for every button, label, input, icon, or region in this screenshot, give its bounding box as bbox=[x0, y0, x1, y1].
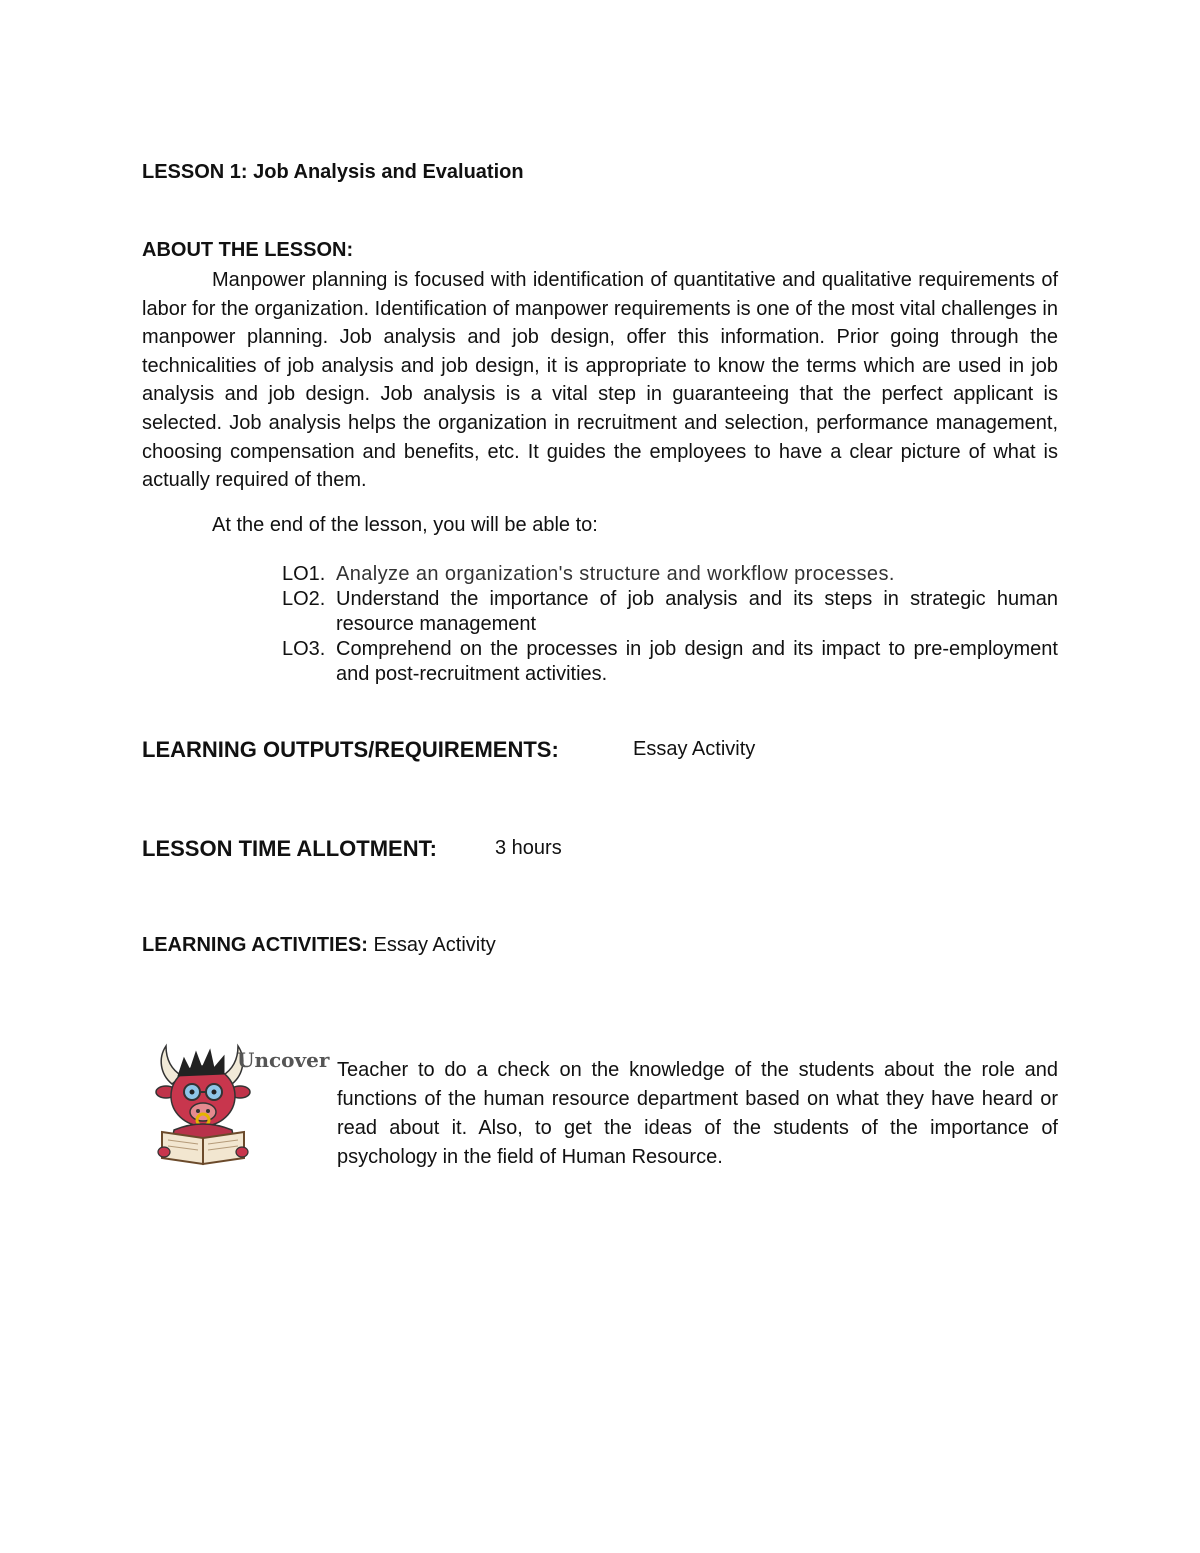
objective-item bbox=[282, 637, 1058, 687]
objectives-intro: At the end of the lesson, you will be able to: bbox=[212, 514, 598, 536]
objective-number: LO2. bbox=[282, 588, 326, 610]
objective-text: Understand the importance of job analysis and its steps in strategic human resource management bbox=[336, 588, 1058, 635]
about-paragraph: Manpower planning is focused with identification of quantitative and qualitative requirements of labor for the organization. Identification of manpower requirements is one of the most vital challenges in manpower planning. Job analysis and job design, offer this information. Prior going through the technicalities of job analysis and job design, it is appropriate to know the terms which are used in job analysis and job design. Job analysis is a vital step in guaranteeing that the perfect applicant is selected. Job analysis helps the organization in recruitment and selection, performance management, choosing compensation and benefits, etc. It guides the employees to have a clear picture of what is actually required of them. bbox=[142, 269, 1058, 492]
about-heading: ABOUT THE LESSON: bbox=[142, 239, 354, 261]
time-allotment-value: 3 hours bbox=[495, 837, 562, 859]
objective-text: Comprehend on the processes in job design and its impact to pre-employment and post-recruitment activities. bbox=[336, 638, 1058, 685]
learning-outputs-label: LEARNING OUTPUTS/REQUIREMENTS: bbox=[142, 737, 559, 762]
uncover-label: Uncover bbox=[237, 1048, 330, 1072]
uncover-text: Teacher to do a check on the knowledge of the students about the role and functions of the human resource department based on what they have heard or read about it. Also, to get the ideas of the students of the importance of psychology in the field of Human Resource. bbox=[337, 1059, 1058, 1168]
learning-activities bbox=[142, 934, 496, 957]
objective-number: LO1. bbox=[282, 563, 326, 585]
objective-item bbox=[282, 562, 1058, 587]
objectives-list bbox=[282, 562, 1058, 687]
objective-text: Analyze an organization's structure and workflow processes. bbox=[336, 563, 895, 585]
objective-item bbox=[282, 587, 1058, 637]
learning-outputs-value: Essay Activity bbox=[633, 738, 756, 760]
objective-number: LO3. bbox=[282, 638, 326, 660]
time-allotment-label: LESSON TIME ALLOTMENT: bbox=[142, 836, 437, 861]
learning-activities-value: Essay Activity bbox=[373, 934, 496, 956]
lesson-title: LESSON 1: Job Analysis and Evaluation bbox=[142, 161, 524, 183]
learning-activities-label: LEARNING ACTIVITIES: bbox=[142, 934, 368, 956]
